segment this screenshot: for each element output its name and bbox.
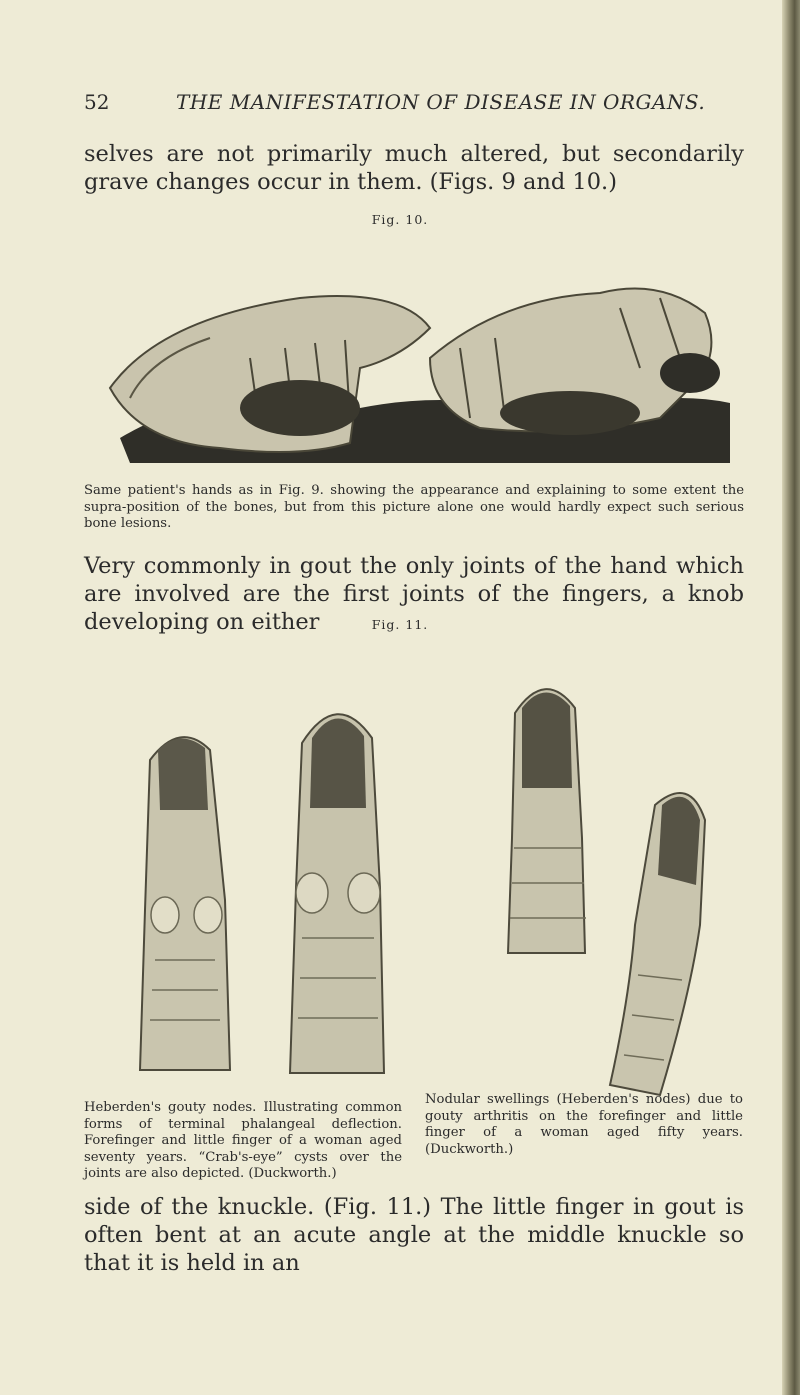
figure-10-label: Fig. 10. <box>371 212 429 227</box>
paragraph-1: selves are not primarily much altered, but secondarily grave changes occur in them. (Figs. 9 and 10.) <box>84 141 744 195</box>
figure-10-caption: Same patient's hands as in Fig. 9. showing the appearance and explaining to some extent the supra-position of the bones, but from this picture alone one would hardly expect such serious bone lesions. <box>84 483 744 531</box>
page-edge-shadow <box>782 0 800 1395</box>
running-title: THE MANIFESTATION OF DISEASE IN ORGANS. <box>176 90 706 114</box>
finger-drawing-2 <box>282 688 392 1083</box>
figure-10-hands-illustration <box>100 268 740 468</box>
paragraph-2: Very commonly in gout the only joints of the hand which are involved are the first joints of the fingers, a knob developing on either <box>84 553 744 635</box>
page-number: 52 <box>84 90 110 114</box>
paragraph-3: side of the knuckle. (Fig. 11.) The little finger in gout is often bent at an acute angle at the middle knuckle so that it is held in an <box>84 1194 744 1276</box>
finger-drawing-3 <box>500 668 590 958</box>
figure-11-caption-right: Nodular swellings (Heberden's nodes) due to gouty arthritis on the forefinger and little finger of a woman aged fifty years. (Duckworth.) <box>425 1092 743 1157</box>
running-head <box>84 90 744 116</box>
finger-drawing-4 <box>590 775 720 1105</box>
finger-drawing-1 <box>130 720 240 1080</box>
figure-11-caption-left: Heberden's gouty nodes. Illustrating common forms of terminal phalangeal deflection. Forefinger and little finger of a woman aged seventy years. “Crab's-eye” cysts over the joints are also depicted. (Duckworth.) <box>84 1100 402 1181</box>
figure-11-label: Fig. 11. <box>371 617 429 632</box>
